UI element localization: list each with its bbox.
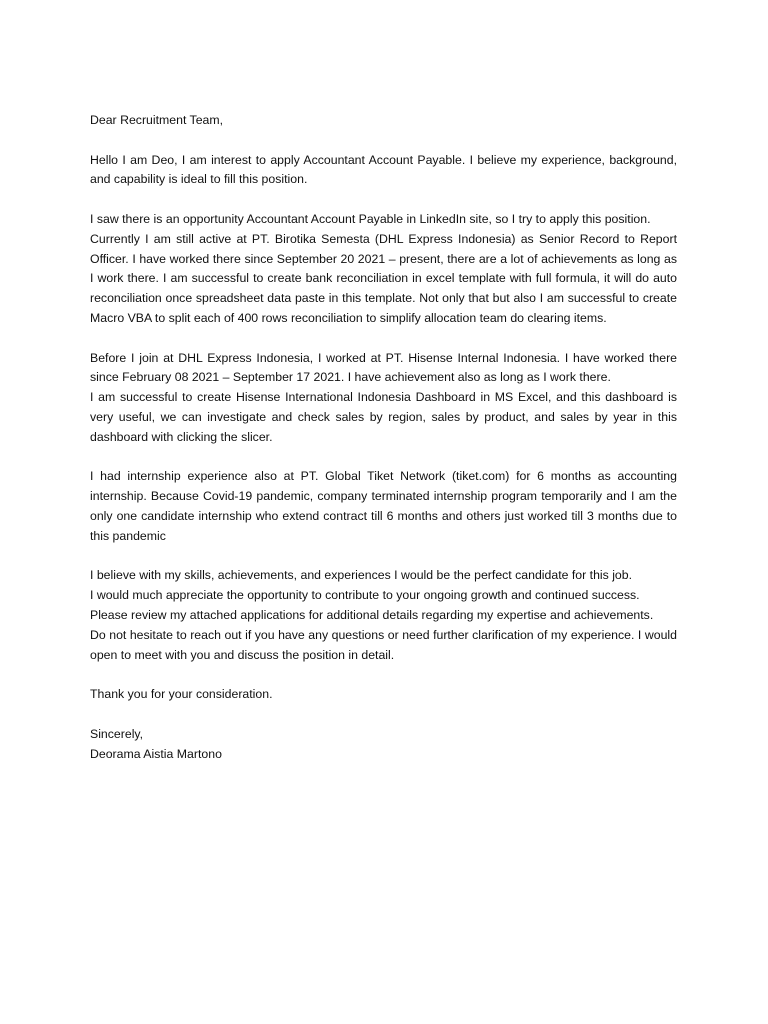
closing-block [90,725,677,765]
paragraph-line: Please review my attached applications for additional details regarding my expertise and achievements. [90,607,654,622]
paragraph-line: Hello I am Deo, I am interest to apply Accountant Account Payable. I believe my experience, background, and capability is ideal to fill this position. [90,152,677,187]
paragraph-line: I believe with my skills, achievements, and experiences I would be the perfect candidate for this job. [90,568,633,583]
paragraph-line: Currently I am still active at PT. Birotika Semesta (DHL Express Indonesia) as Senior Record to Report Officer. I have worked there since September 20 2021 – present, there are a lot of achievements as long as I work there. I am successful to create bank reconciliation in excel template with full formula, it will do auto reconciliation once spreadsheet data paste in this template. Not only that but also I am successful to create Macro VBA to split each of 400 rows reconciliation to simplify allocation team do clearing items. [90,231,677,325]
salutation: Dear Recruitment Team, [90,113,224,127]
signature-name: Deorama Aistia Martono [90,746,222,761]
paragraph-line: Before I join at DHL Express Indonesia, I worked at PT. Hisense Internal Indonesia. I have worked there since February 08 2021 – September 17 2021. I have achievement also as long as I work there. [90,350,677,385]
paragraph-line: I had internship experience also at PT. Global Tiket Network (tiket.com) for 6 months as accounting internship. Because Covid-19 pandemic, company terminated internship program temporarily and I am the only one candidate internship who extend contract till 6 months and others just worked till 3 months due to this pandemic [90,469,677,543]
paragraph-thanks [90,685,677,705]
paragraph-conclusion [90,566,677,665]
paragraph-intro [90,151,677,191]
paragraph-hisense-experience [90,349,677,448]
paragraph-internship [90,467,677,546]
paragraph-dhl-experience [90,210,677,329]
closing: Sincerely, [90,726,144,741]
letter-page [90,111,677,764]
paragraph-line: Thank you for your consideration. [90,687,273,702]
paragraph-line: Do not hesitate to reach out if you have any questions or need further clarification of my experience. I would open to meet with you and discuss the position in detail. [90,627,677,662]
paragraph-line: I am successful to create Hisense International Indonesia Dashboard in MS Excel, and this dashboard is very useful, we can investigate and check sales by region, sales by product, and sales by year in this dashboard with clicking the slicer. [90,390,677,444]
paragraph-line: I saw there is an opportunity Accountant Account Payable in LinkedIn site, so I try to apply this position. [90,211,651,226]
paragraph-line: I would much appreciate the opportunity to contribute to your ongoing growth and continued success. [90,588,640,603]
